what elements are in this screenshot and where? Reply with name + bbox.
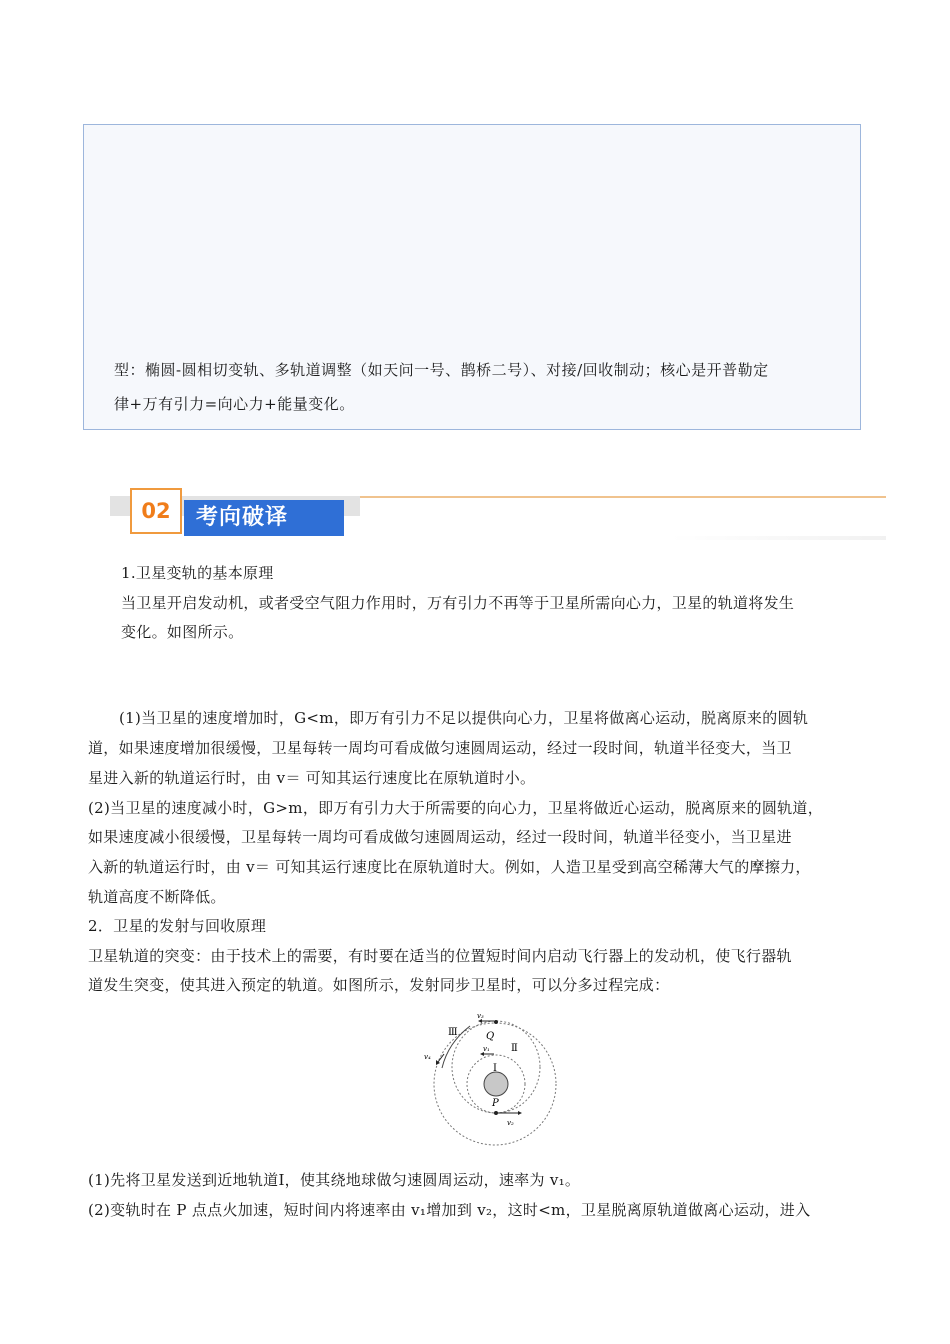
s2-step-1: (1)先将卫星发送到近地轨道Ⅰ，使其绕地球做匀速圆周运动，速率为 v₁。 (88, 1171, 581, 1189)
s2-line-1: 卫星轨道的突变：由于技术上的需要，有时要在适当的位置短时间内启动飞行器上的发动机，使飞行器轨 (88, 947, 792, 965)
s1-intro-2: 变化。如图所示。 (121, 623, 244, 641)
orbit-diagram (418, 1008, 568, 1148)
label-v4: v₄ (424, 1053, 431, 1061)
earth-circle (484, 1072, 508, 1096)
s2-step-2: (2)变轨时在 P 点点火加速，短时间内将速率由 v₁增加到 v₂，这时<m，卫星脱离原轨道做离心运动，进入 (88, 1201, 811, 1219)
s2-heading: 2．卫星的发射与回收原理 (88, 917, 267, 935)
s1-intro-1: 当卫星开启发动机，或者受空气阻力作用时，万有引力不再等于卫星所需向心力，卫星的轨道将发生 (121, 594, 795, 612)
p1-line-1: (1)当卫星的速度增加时，G<m，即万有引力不足以提供向心力，卫星将做离心运动，脱离原来的圆轨 (119, 709, 809, 727)
s2-line-2: 道发生突变，使其进入预定的轨道。如图所示，发射同步卫星时，可以分多过程完成： (88, 976, 670, 994)
p2-line-2: 如果速度减小很缓慢，卫星每转一周均可看成做匀速圆周运动，经过一段时间，轨道半径变小，当卫星进 (88, 828, 792, 846)
point-P-dot (494, 1111, 498, 1115)
p2-line-3: 入新的轨道运行时，由 v＝ 可知其运行速度比在原轨道时大。例如，人造卫星受到高空稀薄大气的摩擦力， (88, 858, 811, 876)
header-divider (340, 496, 886, 498)
section-number: 02 (130, 488, 182, 534)
section-header (110, 486, 888, 546)
orbit-diagram-svg (418, 1008, 568, 1148)
summary-text (114, 353, 844, 421)
label-v2: v₂ (507, 1119, 514, 1127)
p2-line-1: (2)当卫星的速度减小时，G>m，即万有引力大于所需要的向心力，卫星将做近心运动，脱离原来的圆轨道， (88, 799, 824, 817)
label-point-Q: Q (486, 1031, 495, 1042)
p1-line-3: 星进入新的轨道运行时，由 v＝ 可知其运行速度比在原轨道时小。 (88, 769, 536, 787)
summary-line-2: 律+万有引力=向心力+能量变化。 (114, 395, 355, 413)
label-orbit-II: Ⅱ (511, 1043, 518, 1054)
label-point-P: P (492, 1098, 499, 1109)
label-orbit-I: Ⅰ (493, 1063, 497, 1074)
label-v1: v₁ (483, 1045, 490, 1053)
summary-box (83, 124, 861, 430)
summary-line-1: 型：椭圆-圆相切变轨、多轨道调整（如天问一号、鹊桥二号）、对接/回收制动；核心是开普勒定 (114, 361, 769, 379)
header-fade (670, 536, 886, 540)
section-title: 考向破译 (184, 500, 344, 536)
point-Q-dot (494, 1020, 498, 1024)
v2-arrowhead (518, 1111, 522, 1115)
p1-line-2: 道，如果速度增加很缓慢，卫星每转一周均可看成做匀速圆周运动，经过一段时间，轨道半径变大，当卫 (88, 739, 792, 757)
s1-heading: 1.卫星变轨的基本原理 (121, 564, 274, 582)
p2-line-4: 轨道高度不断降低。 (88, 888, 226, 906)
label-orbit-III: Ⅲ (448, 1027, 458, 1038)
label-v3: v₃ (477, 1012, 484, 1020)
